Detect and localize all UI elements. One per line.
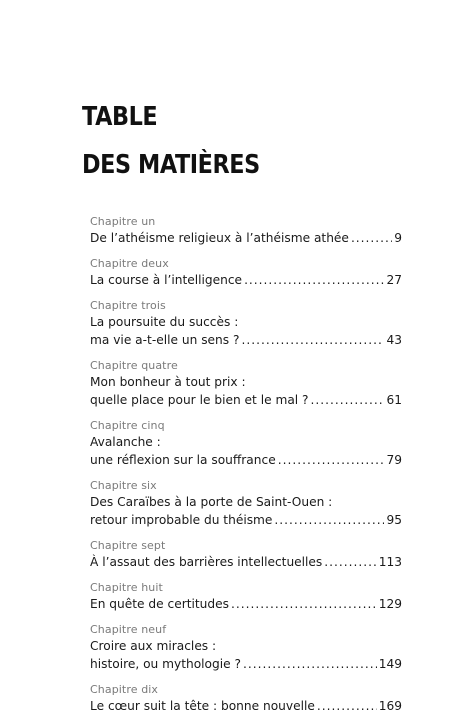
toc-line[interactable] (90, 271, 402, 289)
chapter-label: Chapitre dix (90, 683, 159, 696)
page-number: 113 (378, 555, 402, 569)
toc-entry-7[interactable] (90, 538, 402, 571)
page-number: 129 (378, 597, 402, 611)
chapter-label: Chapitre quatre (90, 359, 178, 372)
table-of-contents (90, 214, 402, 724)
toc-entry-10[interactable] (90, 682, 402, 715)
toc-line[interactable] (90, 451, 402, 469)
chapter-title: Le cœur suit la tête : bonne nouvelle (90, 699, 315, 713)
page-number: 95 (386, 513, 402, 527)
chapter-title: ma vie a-t-elle un sens ? (90, 333, 240, 347)
dot-leader (278, 451, 385, 469)
chapter-title-line-1: La poursuite du succès : (90, 315, 239, 329)
toc-entry-9[interactable] (90, 622, 402, 673)
toc-entry-4[interactable] (90, 358, 402, 409)
chapter-title: une réflexion sur la souffrance (90, 453, 276, 467)
chapter-title: À l’assaut des barrières intellectuelles (90, 555, 323, 569)
dot-leader (351, 229, 392, 247)
chapter-label: Chapitre six (90, 479, 157, 492)
toc-line[interactable] (90, 655, 402, 673)
chapter-title: En quête de certitudes (90, 597, 229, 611)
toc-entry-6[interactable] (90, 478, 402, 529)
dot-leader (243, 655, 377, 673)
toc-line[interactable] (90, 391, 402, 409)
chapter-title-line-1: Mon bonheur à tout prix : (90, 375, 246, 389)
toc-line[interactable] (90, 229, 402, 247)
chapter-title: quelle place pour le bien et le mal ? (90, 393, 309, 407)
chapter-label: Chapitre trois (90, 299, 166, 312)
page-number: 43 (386, 333, 402, 347)
chapter-title: histoire, ou mythologie ? (90, 657, 241, 671)
toc-line[interactable] (90, 595, 402, 613)
toc-line[interactable] (90, 553, 402, 571)
page-number: 9 (394, 231, 402, 245)
page-number: 79 (386, 453, 402, 467)
dot-leader (274, 511, 384, 529)
page-title (82, 93, 260, 189)
toc-entry-5[interactable] (90, 418, 402, 469)
chapter-title: La course à l’intelligence (90, 273, 243, 287)
chapter-label: Chapitre deux (90, 257, 169, 270)
chapter-title-line-1: Des Caraïbes à la porte de Saint-Ouen : (90, 495, 333, 509)
dot-leader (231, 595, 377, 613)
chapter-title-line-1: Croire aux miracles : (90, 639, 217, 653)
toc-entry-2[interactable] (90, 256, 402, 289)
dot-leader (241, 331, 384, 349)
chapter-label: Chapitre huit (90, 581, 163, 594)
dot-leader (324, 553, 376, 571)
chapter-title: retour improbable du théisme (90, 513, 273, 527)
dot-leader (244, 271, 384, 289)
title-line-2: DES MATIÈRES (82, 150, 260, 180)
title-line-1: TABLE (82, 102, 158, 132)
toc-entry-1[interactable] (90, 214, 402, 247)
chapter-title-line-1: Avalanche : (90, 435, 161, 449)
page-number: 169 (378, 699, 402, 713)
toc-entry-3[interactable] (90, 298, 402, 349)
chapter-title: De l’athéisme religieux à l’athéisme athée (90, 231, 349, 245)
chapter-label: Chapitre un (90, 215, 156, 228)
dot-leader (311, 391, 385, 409)
page-number: 149 (378, 657, 402, 671)
page-number: 27 (386, 273, 402, 287)
chapter-label: Chapitre sept (90, 539, 166, 552)
chapter-label: Chapitre neuf (90, 623, 167, 636)
toc-line[interactable] (90, 331, 402, 349)
page-number: 61 (386, 393, 402, 407)
toc-line[interactable] (90, 511, 402, 529)
toc-entry-8[interactable] (90, 580, 402, 613)
chapter-label: Chapitre cinq (90, 419, 165, 432)
